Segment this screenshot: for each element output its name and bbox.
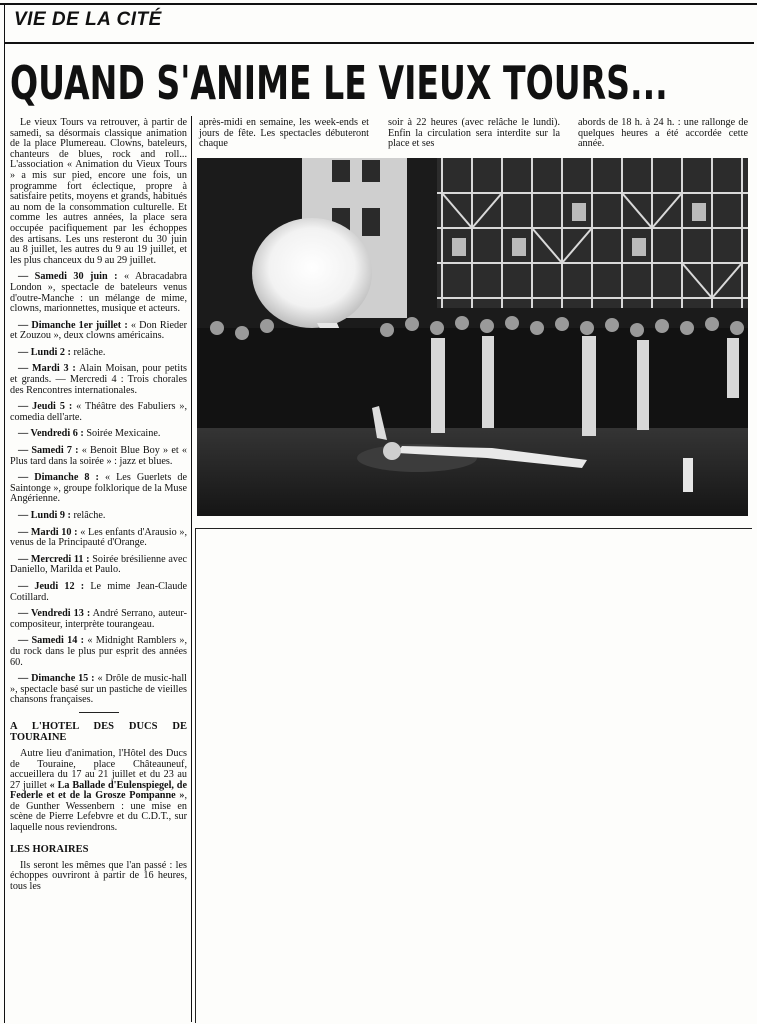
program-date: — Dimanche 8 : (18, 472, 99, 484)
street-performance-photo (197, 158, 748, 516)
kicker-rule (4, 42, 754, 44)
program-item (10, 473, 187, 505)
program-item (10, 364, 187, 396)
program-item (10, 402, 187, 423)
program-description: « Drôle de music-hall », spectacle basé sur un pastiche de vieilles chansons françaises. (10, 673, 187, 706)
program-date: — Lundi 2 : (18, 346, 71, 358)
program-item (10, 674, 187, 706)
program-description: relâche. (70, 510, 106, 521)
program-item (10, 348, 187, 359)
program-description: Alain Moisan, pour petits et grands. — Mercredi 4 : Trois chorales des Rencontres internationales. (10, 363, 187, 396)
program-description: « Midnight Ramblers », du rock dans le plus pur esprit des années 60. (10, 635, 188, 668)
section-kicker: VIE DE LA CITÉ (14, 9, 162, 30)
hotel-paragraph: Autre lieu d'animation, l'Hôtel des Ducs de Touraine, place Châteauneuf, accueillera du 17 au 21 juillet et du 23 au 27 juillet « La Ballade d'Eulenspiegel, de Federle et et de la Grosze Pompanne », de Gunther Wessenbern : une mise en scène de Pierre Lefebvre et du C.D.T., sur laquelle nous reviendrons. (10, 747, 187, 834)
half-timbered-houses (302, 158, 748, 318)
program-description: André Serrano, auteur-compositeur, interprète tourangeau. (10, 608, 187, 630)
article-column-3: soir à 22 heures (avec relâche le lundi). Enfin la circulation sera interdite sur la place et ses (388, 117, 560, 150)
program-item (10, 582, 187, 603)
program-date: — Vendredi 13 : (18, 608, 91, 620)
program-date: — Jeudi 5 : (18, 401, 73, 413)
hotel-show-title: « La Ballade d'Eulenspiegel, de Federle et et de la Grosze Pompanne » (10, 779, 187, 802)
left-border (4, 3, 5, 1023)
program-description: « Don Rieder et Zouzou », deux clowns américains. (10, 319, 187, 342)
hotel-heading: A L'HOTEL DES DUCS DE TOURAINE (10, 720, 187, 743)
program-date: — Mardi 3 : (18, 363, 76, 375)
article-column-4: abords de 18 h. à 24 h. : une rallonge de quelques heures a été accordée cette année. (578, 117, 748, 150)
intro-paragraph: Le vieux Tours va retrouver, à partir de samedi, sa désormais classique animation de la place Plumereau. Clowns, bateleurs, chanteurs de blues, rock and roll... L'association « Animation du Vieux Tours » a mis sur pied, encore une fois, un programme fort éclectique, propre à satisfaire petits, moyens et grands, habitués au nom de la consommation culturelle. Et comme les autres années, la place sera occupée pacifiquement par les échoppes des artisans. Les uns resteront du 30 juin au 8 juillet, les autres du 9 au 19 juillet, et les plus chanceux du 9 au 29 juillet. (10, 117, 187, 266)
program-description: « Abracadabra London », spectacle de bateleurs venus d'outre-Manche : un mélange de mime, clowns, marionnettes, musique et acteurs. (10, 271, 187, 315)
program-date: — Jeudi 12 : (18, 580, 85, 592)
crowd (197, 316, 748, 436)
program-item (10, 511, 187, 522)
program-list (10, 272, 187, 706)
horaires-heading: LES HORAIRES (10, 843, 89, 855)
program-description: Le mime Jean-Claude Cotillard. (10, 580, 187, 603)
news-photograph (197, 158, 748, 516)
column-separator (79, 712, 119, 713)
bottle (683, 458, 693, 492)
program-date: — Dimanche 1er juillet : (18, 319, 128, 331)
program-item (10, 555, 187, 576)
program-date: — Dimanche 15 : (18, 673, 95, 685)
program-description: « Les Guerlets de Saintonge », groupe folklorique de la Muse Angérienne. (10, 472, 187, 505)
program-date: — Samedi 14 : (18, 635, 85, 647)
program-item (10, 272, 187, 314)
program-item (10, 321, 187, 342)
cobblestone-square (197, 413, 748, 516)
program-item (10, 429, 187, 440)
program-date: — Samedi 7 : (18, 445, 79, 457)
article-column-1 (10, 118, 187, 892)
program-date: — Mardi 10 : (18, 526, 78, 538)
program-description: relâche. (70, 346, 106, 358)
program-item (10, 636, 187, 668)
program-description: « Benoit Blue Boy » et « Plus tard dans la soirée » : jazz et blues. (10, 445, 187, 467)
program-item (10, 528, 187, 549)
top-rule (0, 3, 757, 5)
program-date: — Lundi 9 : (18, 510, 71, 521)
horaires-paragraph: Ils seront les mêmes que l'an passé : les échoppes ouvriront à partir de 16 heures, tous les (10, 859, 187, 892)
headline: QUAND S'ANIME LE VIEUX TOURS... (10, 56, 668, 110)
article-column-2: après-midi en semaine, les week-ends et jours de fête. Les spectacles débuteront chaque (199, 117, 369, 150)
program-description: Soirée brésilienne avec Daniello, Marilda et Paulo. (10, 553, 187, 576)
blank-layout-area (195, 528, 752, 1023)
program-date: — Vendredi 6 : (18, 428, 84, 440)
program-item (10, 609, 187, 630)
program-date: — Samedi 30 juin : (18, 271, 118, 283)
program-description: « Théâtre des Fabuliers », comedia dell'arte. (10, 401, 188, 423)
program-date: — Mercredi 11 : (18, 553, 90, 565)
column-divider-1 (191, 116, 192, 1022)
program-item (10, 446, 187, 467)
program-description: Soirée Mexicaine. (83, 428, 161, 440)
program-description: « Les enfants d'Arausio », venus de la Principauté d'Orange. (10, 526, 188, 549)
fire-breath-cloud (252, 218, 372, 328)
